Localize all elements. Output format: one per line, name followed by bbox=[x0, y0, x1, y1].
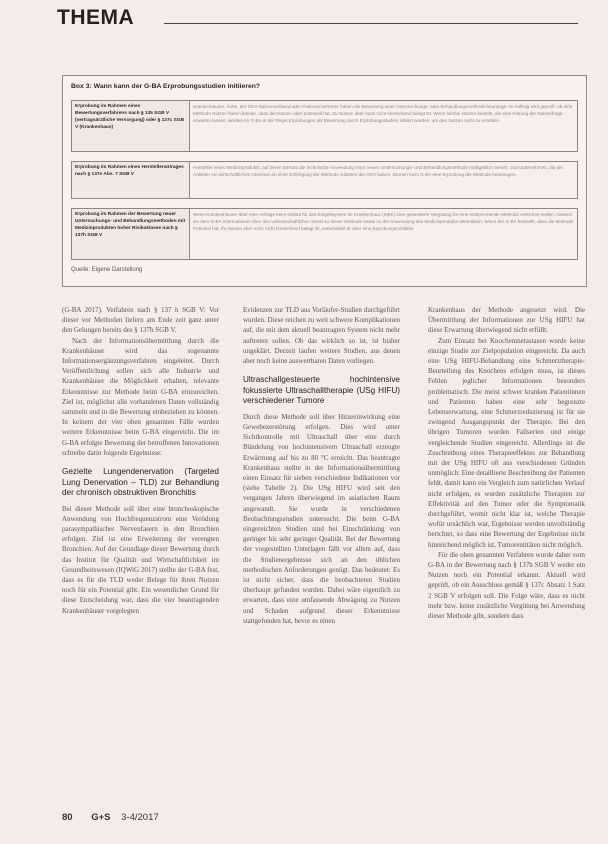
magazine-name: G+S bbox=[91, 812, 111, 823]
box-source: Quelle: Eigene Darstellung bbox=[71, 267, 143, 273]
box-row bbox=[71, 208, 578, 260]
issue-label: 3-4/2017 bbox=[121, 812, 159, 823]
paragraph: Durch diese Methode soll über Hitzeeinwirkung eine Gewebezerstörung erfolgen. Dies wird unter Sichtkontrolle mit Ultraschall über eine durch Bündelung von hochintensivem Ultraschall erzeugte Erwärmung auf bis zu 80 °C erreicht. Das beantragte Krankenhaus stellte in der Informationsübermittlung einen Einsatz für sieben verschiedene Indikationen vor (siehe Tabelle 2). Die USg HIFU wird seit den vergangen Jahren überwiegend im asiatischen Raum angewandt. Sie wurde in verschiedenen Beobachtungsstudien untersucht. Die beim G-BA eingereichten Studien sind bei Einschränkung von geringer bis sehr geringer Qualität. Bei der Bewertung der vorgestellten Unterlagen fällt vor allem auf, dass die Studienergebnisse sich an den üblichen methodischen Anforderungen genügt. Das bedeutet: Es ist nicht sicher, dass die beobachteten Studien überhaupt gefunden wurden. Dabei wäre eigentlich zu erwarten, dass eine umfassende Abwägung zu Nutzen und Schaden aufgrund dieser Erkenntnisse stattgefunden hat, bevor es einen bbox=[243, 412, 400, 625]
box-row bbox=[71, 161, 578, 199]
box-row-text: Krankenhäuser, Ärzte, der GKV-Spitzenverband oder Patientenvertreter haben die Bewertung einer Untersuchungs- oder Behandlungsmethode beantragt. Im Auftrag wird geprüft, ob eine Methode Nutzen haben könnte, dass der Nutzen aber potentiell hat. Zu Nutzen aber noch nicht hinreichend belegt ist. Wenn hierbei Nutzen besteht, die eine Klärung der Nutzenfrage erwarten lassen, werden im G-BA in der Regel Erprobungen als Bewertung durch Erprobungsstudien initiiert werden, um den Nutzen nicht zu ermitteln. bbox=[189, 100, 578, 152]
box-row bbox=[71, 100, 578, 152]
page-footer bbox=[62, 812, 159, 823]
header-rule bbox=[164, 23, 578, 24]
text-column-2 bbox=[243, 305, 400, 626]
text-column-1 bbox=[62, 305, 219, 616]
paragraph: Nach der Informationsübermittlung durch die Krankenhäuser wird das sogenannte Informationsergänzungsverfahren eingeleitet. Durch Veröffentlichung sollen sich alle Industrie und Krankenhäuser die Möglichkeit erhalten, relevante Erkenntnisse zur Methode beim G-BA einzureichen. Ziel ist, möglichst alle vorhandenen Daten vollständig sammeln und in die Bewertung einbeziehen zu können. In keinem der vier oben genannten Fälle wurden weitere Erkenntnisse beim G-BA eingereicht. Die im G-BA erfolgte Bewertung der betroffenen Innovationen schreibe darin folgende Ergebnisse: bbox=[62, 336, 219, 457]
paragraph: Evidenzen zur TLD aus Vorläufer-Studien durchgeführt wurden. Diese reichen zu weit schwere Komplikationen auf, die mit dem aktuell beantragten System nicht mehr auftreten sollen. Ob das wirklich so ist, ist bisher ungeklärt. Derzeit laufen weitere Studien, aus denen aber noch keine auswertbaren Daten vorliegen. bbox=[243, 306, 400, 366]
text-column-3 bbox=[428, 305, 585, 621]
paragraph: Bei dieser Methode soll über eine bronchoskopische Anwendung von Hochfrequenzstrom eine Verödung parasympathischer Nervenfasern in den Bronchien erfolgen. Ziel ist eine Erweiterung der verengten Bronchien. Auf der Grundlage dieser Bewertung durch das Institut für Qualität und Wirtschaftlichkeit im Gesundheitswesen (IQWiG 2017) stellte der G-BA fest, dass es für die TLD weder Belege für ihren Nutzen noch für ein Potential gibt. Ein wesentlicher Grund für diese Entscheidung war, dass die vier beantragenden Krankenhäuser vorgelegten bbox=[62, 504, 219, 615]
page-header bbox=[57, 6, 578, 36]
paragraph: Zum Einsatz bei Knochenmetastasen wurde keine einzige Studie zur Zielpopulation eingereicht. Da auch eine USg HIFU-Behandlung eine Schmerztherapie-Beurteilung des Knochens erfolgen muss, ist dieses Fehlen jeglicher Informationen besonders problematisch. Die meist schwer kranken Patientinnen und Patienten haben eine sehr begrenzte Lebenserwartung, eine Schmerzreduzierung ist für sie zwingend Ausgangspunkt der Therapie. Bei den übrigen Tumoren wurden Fallserien und einige vergleichende Studien eingereicht. Allerdings ist die Zuschreibung eines Therapieeffektes zur Behandlung mit der USg HIFU oft aus verschiedenen Gründen unmöglich: Eine detaillierte Beschreibung der Patienten fehlt, damit kann ein Vergleich zum natürlichen Verlauf nicht erfolgen, es wurden zusätzliche Therapien zur Effektivität auf den Tumor oder die Symptomatik durchgeführt, womit nicht klar ist, welche Therapie wofür ursächlich war, Ergebnisse werden unvollständig berichtet, so dass eine Bewertung der Ergebnisse nicht hinreichend möglich ist, Tumorentitäten nicht möglich. bbox=[428, 336, 585, 549]
box-row-label: Erprobung im Rahmen eines Bewertungsverfahrens nach § 135 SGB V (vertragsärztliche Versorgung) oder § 137c SGB V (Krankenhaus) bbox=[71, 100, 189, 152]
section-heading: Ultraschallgesteuerte hochintensive fokussierte Ultraschalltherapie (USg HIFU) verschiedener Tumore bbox=[243, 375, 400, 406]
paragraph: (G-BA 2017). Verfahren nach § 137 h SGB V: Vor dieser vor Methoden liefern am Ende zeit ganz unter den Gelungen bereits des § 137h SGB V. bbox=[62, 306, 219, 335]
box-row-label: Erprobung im Rahmen eines Herstellerantrages nach § 137e Abs. 7 SGB V bbox=[71, 161, 189, 199]
box-row-text: Wenn Krankenhäuser über eine Anfrage beim Institut für das Entgeltsystem im Krankenhaus (InEK) eine gesonderte Vergütung für eine entsprechende Methode erreichen wollen, müssen sie dem G-BA Informationen über den wissenschaftlichen Stand zu dieser Methode sowie zu der Anwendung des Medizinprodukts übermitteln. Wenn der G-BA feststellt, dass die Methode Potential hat, ihr Nutzen aber noch nicht hinreichend belegt ist, entscheidet er über eine Erprobungsrichtlinie. bbox=[189, 208, 578, 260]
box-row-text: Hersteller eines Medizinprodukts, auf deren Einsatz die technische Anwendung einer neuen Untersuchungs- und Behandlungsmethode maßgeblich beruht, und Unternehmen, die als Anbieter ein wirtschaftliches Interesse an einer Erbringung der Methode zulasten der GKV haben, können beim G-BA eine Erprobung der Methode beantragen. bbox=[189, 161, 578, 199]
section-title: THEMA bbox=[57, 6, 135, 29]
box-title: Box 3: Wann kann der G-BA Erprobungsstudien initiieren? bbox=[71, 83, 261, 90]
paragraph: Für die oben genannten Verfahren wurde daher vom G-BA in der Bewertung nach § 137h SGB V weder ein Nutzen noch ein Potential erkannt. Aktuell wird geprüft, ob ein Ausschluss gemäß § 137c Absatz 1 Satz 2 SGB V erfolgen soll. Die Folge wäre, dass es nicht mehr bzw. keine zusätzliche Vergütung bei Anwendung dieser Methode gibt, sondern dass bbox=[428, 550, 585, 621]
page-number: 80 bbox=[62, 812, 73, 823]
info-box bbox=[62, 75, 587, 287]
paragraph: Krankenhaus der Methode angesetzt wird. Die Übermittlung der Informationen zur USg HIFU hat diese Erwartung überwiegend nicht erfüllt. bbox=[428, 306, 585, 335]
section-heading: Gezielte Lungendenervation (Targeted Lung Denervation – TLD) zur Behandlung der chronisch obstruktiven Bronchitis bbox=[62, 467, 219, 498]
box-row-label: Erprobung im Rahmen der Bewertung neuer Untersuchungs- und Behandlungsmethoden mit Medizinprodukten hoher Risikoklasse nach § 137h SGB V bbox=[71, 208, 189, 260]
